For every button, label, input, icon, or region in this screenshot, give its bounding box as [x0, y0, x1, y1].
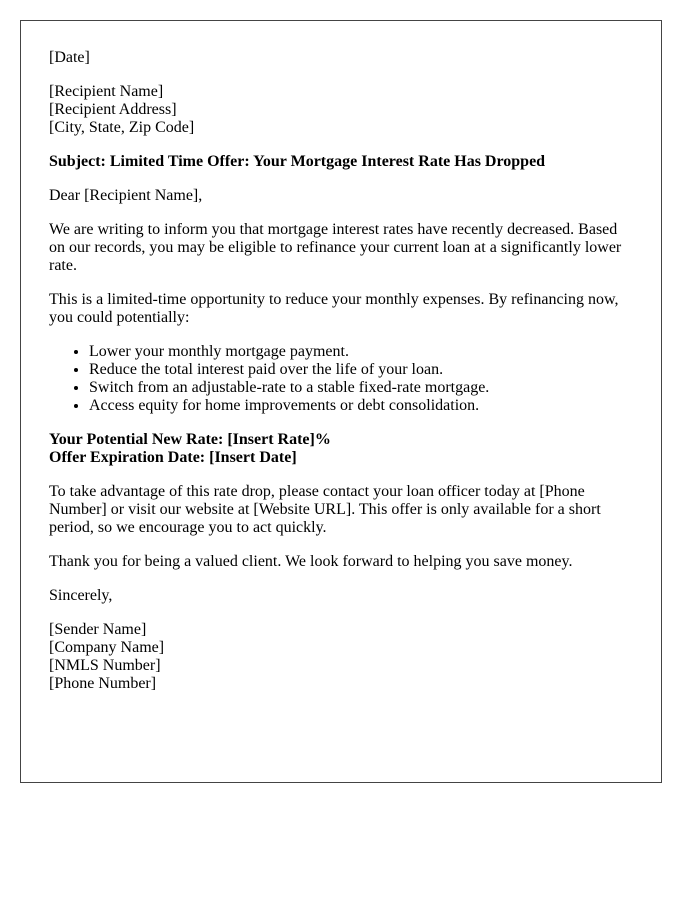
sender-name: [Sender Name]: [49, 621, 147, 638]
sender-phone: [Phone Number]: [49, 675, 157, 692]
benefits-list: [49, 343, 632, 415]
offer-block: [49, 431, 632, 467]
recipient-address: [Recipient Address]: [49, 101, 177, 118]
list-item: • Reduce the total interest paid over the life of your loan.: [89, 361, 632, 379]
thanks-paragraph: Thank you for being a valued client. We look forward to helping you save money.: [49, 553, 573, 570]
letter: [20, 20, 662, 783]
opportunity-paragraph: This is a limited-time opportunity to reduce your monthly expenses. By refinancing now, you could potentially:: [49, 291, 619, 326]
list-item: • Access equity for home improvements or debt consolidation.: [89, 397, 632, 415]
closing: Sincerely,: [49, 587, 113, 604]
list-item: • Switch from an adjustable-rate to a stable fixed-rate mortgage.: [89, 379, 632, 397]
date: [Date]: [49, 49, 90, 66]
subject-line: Subject: Limited Time Offer: Your Mortgage Interest Rate Has Dropped: [49, 153, 546, 170]
contact-paragraph: To take advantage of this rate drop, please contact your loan officer today at [Phone Number] or visit our website at [Website URL]. This offer is only available for a short period, so we encourage you to act quickly.: [49, 483, 601, 536]
recipient-city: [City, State, Zip Code]: [49, 119, 195, 136]
list-item: • Lower your monthly mortgage payment.: [89, 343, 632, 361]
intro-paragraph: We are writing to inform you that mortgage interest rates have recently decreased. Based on our records, you may be eligible to refinance your current loan at a significantly lower rate.: [49, 221, 622, 274]
sender-block: [49, 621, 632, 693]
salutation: Dear [Recipient Name],: [49, 187, 203, 204]
recipient-block: [49, 83, 632, 137]
new-rate: Your Potential New Rate: [Insert Rate]%: [49, 431, 331, 448]
sender-nmls: [NMLS Number]: [49, 657, 161, 674]
offer-expiration: Offer Expiration Date: [Insert Date]: [49, 449, 297, 466]
recipient-name: [Recipient Name]: [49, 83, 164, 100]
sender-company: [Company Name]: [49, 639, 165, 656]
